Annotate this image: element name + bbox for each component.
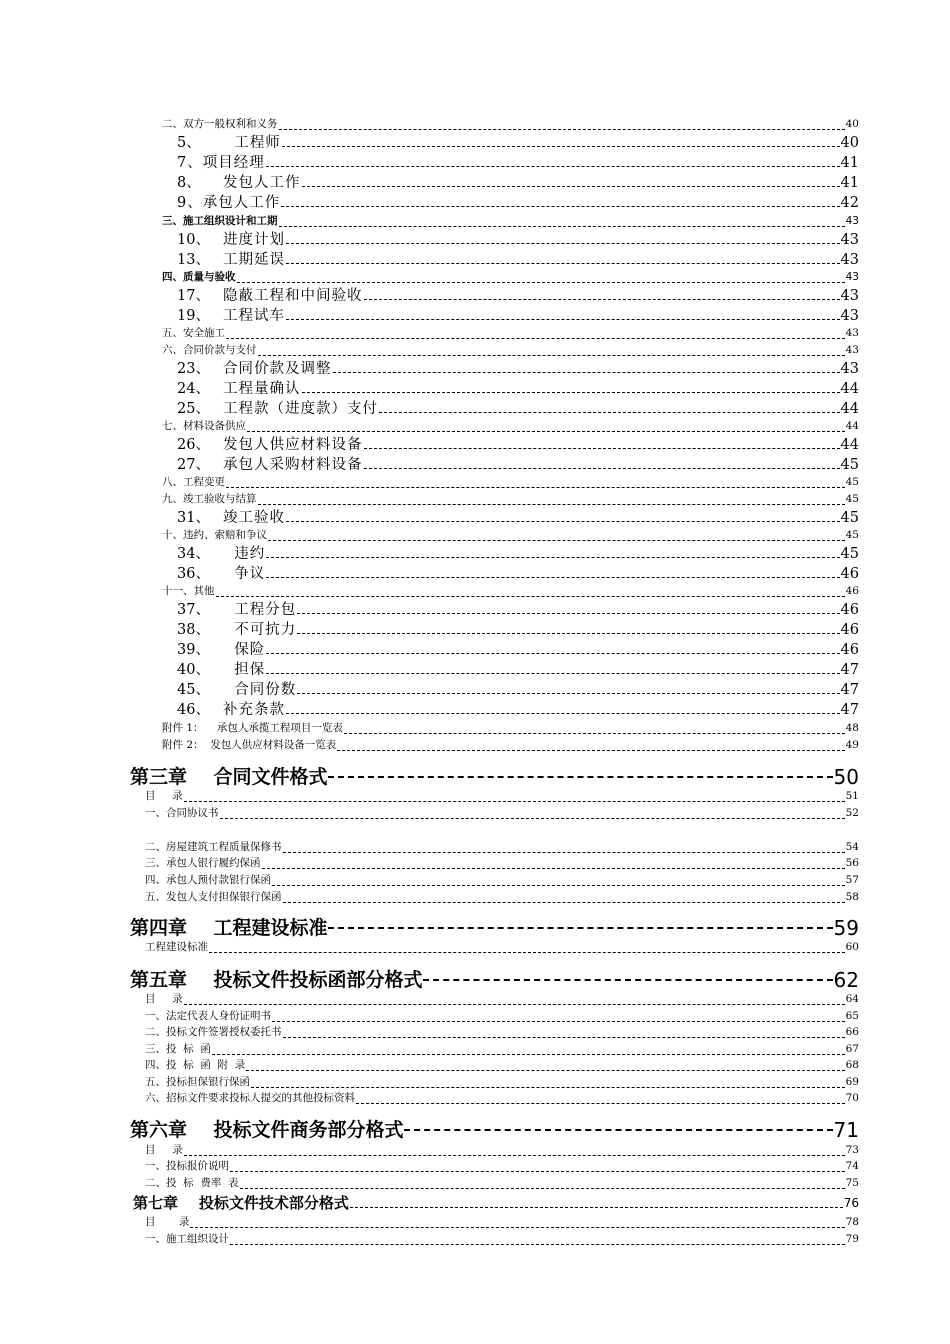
toc-entry-page: 60 <box>845 941 859 953</box>
toc-chapter-title: 第五章 投标文件投标函部分格式 <box>130 969 423 991</box>
toc-entry-title: 隐蔽工程和中间验收 <box>223 288 363 304</box>
toc-entry-title: 一、投标报价说明 <box>145 1160 229 1172</box>
toc-entry-number: 25、 <box>177 401 210 417</box>
toc-entry-page: 40 <box>840 135 859 151</box>
toc-entry-page: 44 <box>840 437 859 453</box>
toc-entry-title: 六、招标文件要求投标人提交的其他投标资料 <box>145 1092 355 1104</box>
toc-entry-page: 48 <box>845 722 859 734</box>
toc-entry-page: 58 <box>845 891 859 903</box>
toc-entry-page: 44 <box>840 401 859 417</box>
toc-leader <box>258 355 845 356</box>
toc-entry-page: 43 <box>840 232 859 248</box>
toc-leader <box>283 1037 845 1038</box>
toc-entry-title: 项目经理 <box>202 155 265 171</box>
toc-entry-title: 三、施工组织设计和工期 <box>162 215 278 227</box>
toc-entry-number: 19、 <box>177 308 210 324</box>
toc-entry-page: 73 <box>845 1144 859 1156</box>
toc-entry[interactable] <box>145 1212 859 1228</box>
toc-entry-page: 45 <box>845 493 859 505</box>
toc-entry-title: 四、承包人预付款银行保函 <box>145 874 271 886</box>
toc-entry[interactable] <box>177 638 859 658</box>
toc-entry[interactable] <box>162 211 859 227</box>
toc-entry-page: 47 <box>840 662 859 678</box>
toc-leader <box>286 243 840 244</box>
toc-entry-page: 54 <box>845 841 859 853</box>
toc-entry-title: 发包人供应材料设备 <box>223 437 363 453</box>
toc-entry-title: 目 录 <box>145 1144 183 1156</box>
toc-chapter-title: 第四章 工程建设标准 <box>130 917 328 939</box>
toc-leader <box>328 776 832 778</box>
toc-leader <box>344 733 845 734</box>
toc-entry-number: 26、 <box>177 437 210 453</box>
toc-entry[interactable] <box>177 542 859 562</box>
toc-entry-page: 46 <box>840 566 859 582</box>
toc-entry[interactable] <box>145 1156 859 1172</box>
toc-entry[interactable] <box>145 1039 859 1055</box>
toc-entry[interactable] <box>145 853 859 869</box>
toc-entry-title: 二、双方一般权利和义务 <box>162 118 278 130</box>
toc-leader <box>266 673 839 674</box>
toc-leader <box>297 693 839 694</box>
toc-entry[interactable] <box>162 735 859 751</box>
toc-entry-number: 31、 <box>177 510 210 526</box>
toc-entry-page: 65 <box>845 1010 859 1022</box>
toc-entry-page: 43 <box>845 215 859 227</box>
toc-entry-page: 40 <box>845 118 859 130</box>
toc-entry[interactable] <box>177 698 859 718</box>
toc-entry-title: 竣工验收 <box>223 510 285 526</box>
toc-entry-page: 51 <box>845 790 859 802</box>
toc-entry-number: 13、 <box>177 252 210 268</box>
toc-entry[interactable] <box>145 1006 859 1022</box>
toc-chapter-page: 76 <box>843 1196 859 1210</box>
toc-entry-title: 工程建设标准 <box>145 941 208 953</box>
toc-chapter-title: 第七章 投标文件技术部分格式 <box>133 1194 349 1212</box>
toc-entry[interactable] <box>177 304 859 324</box>
toc-leader <box>364 448 840 449</box>
toc-entry-number: 9、 <box>177 195 203 211</box>
toc-leader <box>230 1171 845 1172</box>
toc-leader <box>266 577 839 578</box>
toc-entry[interactable] <box>162 323 859 339</box>
toc-entry-page: 68 <box>845 1059 859 1071</box>
toc-entry-title: 工程量确认 <box>223 381 301 397</box>
toc-entry-page: 44 <box>840 381 859 397</box>
toc-entry-title: 附件 1： 承包人承揽工程项目一览表 <box>162 722 343 734</box>
toc-leader <box>337 750 844 751</box>
toc-leader <box>190 1227 844 1228</box>
toc-entry[interactable] <box>145 1173 859 1189</box>
toc-entry-title: 工程师 <box>234 135 281 151</box>
toc-entry-title: 五、投标担保银行保函 <box>145 1076 250 1088</box>
toc-entry-title: 五、安全施工 <box>162 327 225 339</box>
toc-leader <box>297 613 839 614</box>
toc-leader <box>297 633 839 634</box>
toc-entry-number: 38、 <box>177 622 210 638</box>
toc-entry[interactable] <box>145 1088 859 1104</box>
toc-entry[interactable] <box>177 562 859 582</box>
toc-entry[interactable] <box>177 151 859 171</box>
toc-entry-title: 目 录 <box>145 1216 190 1228</box>
toc-entry-title: 附件 2： 发包人供应材料设备一览表 <box>162 739 337 751</box>
toc-entry[interactable] <box>177 506 859 526</box>
toc-entry-title: 合同价款及调整 <box>223 361 332 377</box>
toc-leader <box>350 1207 843 1208</box>
toc-entry-title: 六、合同价款与支付 <box>162 344 257 356</box>
toc-chapter-title: 第六章 投标文件商务部分格式 <box>130 1119 404 1141</box>
toc-entry[interactable] <box>162 267 859 283</box>
toc-entry[interactable] <box>177 453 859 473</box>
toc-leader <box>268 540 845 541</box>
toc-entry[interactable] <box>145 1022 859 1038</box>
toc-entry-page: 46 <box>840 642 859 658</box>
toc-leader <box>247 431 845 432</box>
toc-leader <box>209 952 845 953</box>
toc-entry-number: 37、 <box>177 602 210 618</box>
toc-entry-title: 违约 <box>234 546 266 562</box>
toc-leader <box>240 1188 845 1189</box>
toc-entry-number: 24、 <box>177 381 210 397</box>
toc-entry-page: 45 <box>845 476 859 488</box>
toc-entry[interactable] <box>145 1072 859 1088</box>
toc-entry-page: 67 <box>845 1043 859 1055</box>
toc-entry-page: 43 <box>845 271 859 283</box>
toc-leader <box>379 412 840 413</box>
toc-entry[interactable] <box>145 786 859 802</box>
toc-leader <box>279 129 845 130</box>
toc-leader <box>283 902 845 903</box>
toc-entry-page: 52 <box>845 807 859 819</box>
toc-entry-page: 75 <box>845 1177 859 1189</box>
toc-entry-title: 争议 <box>234 566 266 582</box>
toc-leader <box>286 263 840 264</box>
toc-entry-number: 5、 <box>177 135 201 151</box>
toc-chapter-page: 50 <box>833 765 859 789</box>
toc-chapter-page: 59 <box>833 916 859 940</box>
toc-entry[interactable] <box>162 718 859 734</box>
toc-entry[interactable] <box>177 248 859 268</box>
toc-entry[interactable] <box>162 114 859 130</box>
toc-entry-page: 56 <box>845 857 859 869</box>
toc-entry-page: 79 <box>845 1233 859 1245</box>
toc-entry-title: 工程款（进度款）支付 <box>223 401 378 417</box>
toc-entry-page: 42 <box>840 195 859 211</box>
toc-entry[interactable] <box>177 284 859 304</box>
toc-leader <box>266 653 839 654</box>
toc-chapter[interactable] <box>133 1192 859 1212</box>
toc-leader <box>286 713 840 714</box>
toc-entry[interactable] <box>177 658 859 678</box>
toc-entry-title: 二、房屋建筑工程质量保修书 <box>145 841 282 853</box>
toc-entry-number: 45、 <box>177 682 210 698</box>
toc-leader <box>423 979 832 981</box>
toc-entry-number: 10、 <box>177 232 210 248</box>
toc-entry-page: 47 <box>840 682 859 698</box>
toc-entry[interactable] <box>177 618 859 638</box>
toc-leader <box>272 885 845 886</box>
toc-entry-number: 39、 <box>177 642 210 658</box>
toc-leader <box>216 596 845 597</box>
toc-entry-title: 发包人工作 <box>223 175 301 191</box>
toc-leader <box>266 557 839 558</box>
toc-leader <box>258 504 845 505</box>
toc-entry-page: 43 <box>840 361 859 377</box>
toc-entry-title: 十、违约、索赔和争议 <box>162 529 267 541</box>
toc-entry-page: 46 <box>840 622 859 638</box>
toc-entry-page: 41 <box>840 155 859 171</box>
toc-entry-title: 不可抗力 <box>234 622 297 638</box>
toc-entry-number: 23、 <box>177 361 210 377</box>
toc-entry-page: 43 <box>840 252 859 268</box>
toc-entry-title: 目 录 <box>145 790 183 802</box>
toc-entry-title: 一、施工组织设计 <box>145 1233 229 1245</box>
toc-entry-title: 补充条款 <box>223 702 285 718</box>
toc-entry[interactable] <box>162 489 859 505</box>
toc-entry-number: 17、 <box>177 288 210 304</box>
toc-leader <box>226 487 845 488</box>
toc-entry[interactable] <box>177 678 859 698</box>
toc-entry[interactable] <box>177 228 859 248</box>
toc-entry-page: 43 <box>845 327 859 339</box>
toc-entry-number: 36、 <box>177 566 210 582</box>
toc-entry-page: 45 <box>840 546 859 562</box>
toc-entry-number: 46、 <box>177 702 210 718</box>
toc-entry-page: 49 <box>845 739 859 751</box>
toc-entry[interactable] <box>145 989 859 1005</box>
toc-leader <box>230 1244 845 1245</box>
toc-entry-title: 三、投 标 函 <box>145 1043 211 1055</box>
toc-entry[interactable] <box>177 433 859 453</box>
toc-chapter[interactable] <box>130 762 859 788</box>
toc-chapter[interactable] <box>130 965 859 991</box>
toc-entry[interactable] <box>145 1140 859 1156</box>
toc-entry[interactable] <box>177 357 859 377</box>
toc-entry-number: 27、 <box>177 457 210 473</box>
toc-entry-title: 工程分包 <box>234 602 297 618</box>
toc-leader <box>282 146 840 147</box>
toc-entry[interactable] <box>177 377 859 397</box>
toc-entry[interactable] <box>177 397 859 417</box>
toc-leader <box>364 299 840 300</box>
toc-entry-title: 二、投标文件签署授权委托书 <box>145 1026 282 1038</box>
toc-entry-page: 57 <box>845 874 859 886</box>
toc-entry-number: 40、 <box>177 662 210 678</box>
toc-entry[interactable] <box>162 416 859 432</box>
toc-leader <box>302 186 840 187</box>
toc-entry-title: 担保 <box>234 662 266 678</box>
toc-entry-page: 45 <box>845 529 859 541</box>
toc-leader <box>286 521 840 522</box>
toc-leader <box>220 818 845 819</box>
toc-entry-title: 工程试车 <box>223 308 285 324</box>
toc-entry-title: 承包人工作 <box>202 195 281 211</box>
toc-entry[interactable] <box>145 837 859 853</box>
toc-entry-title: 二、投 标 费率 表 <box>145 1177 239 1189</box>
toc-entry-page: 46 <box>845 585 859 597</box>
toc-leader <box>184 1004 845 1005</box>
toc-entry-page: 43 <box>840 308 859 324</box>
toc-leader <box>226 338 845 339</box>
toc-entry[interactable] <box>145 870 859 886</box>
toc-entry[interactable] <box>145 803 859 819</box>
toc-leader <box>246 1070 844 1071</box>
toc-leader <box>302 392 840 393</box>
toc-entry[interactable] <box>145 1055 859 1071</box>
toc-entry[interactable] <box>177 171 859 191</box>
toc-entry-title: 一、法定代表人身份证明书 <box>145 1010 271 1022</box>
toc-entry[interactable] <box>162 581 859 597</box>
toc-entry-page: 78 <box>845 1216 859 1228</box>
toc-entry-page: 74 <box>845 1160 859 1172</box>
toc-entry-page: 45 <box>840 457 859 473</box>
toc-leader <box>286 319 840 320</box>
toc-entry-page: 70 <box>845 1092 859 1104</box>
toc-entry-page: 69 <box>845 1076 859 1088</box>
toc-entry[interactable] <box>177 131 859 151</box>
toc-entry-page: 66 <box>845 1026 859 1038</box>
toc-entry-title: 工期延误 <box>223 252 285 268</box>
toc-leader <box>328 927 832 929</box>
toc-entry-page: 46 <box>840 602 859 618</box>
toc-leader <box>184 801 845 802</box>
toc-entry-title: 八、工程变更 <box>162 476 225 488</box>
toc-leader <box>404 1129 832 1131</box>
toc-entry-title: 目 录 <box>145 993 183 1005</box>
toc-chapter-page: 62 <box>833 968 859 992</box>
toc-entry-page: 43 <box>845 344 859 356</box>
toc-entry-title: 五、发包人支付担保银行保函 <box>145 891 282 903</box>
toc-entry-page: 41 <box>840 175 859 191</box>
toc-entry-page: 64 <box>845 993 859 1005</box>
toc-entry-number: 8、 <box>177 175 201 191</box>
toc-entry-title: 保险 <box>234 642 266 658</box>
toc-leader <box>356 1103 845 1104</box>
toc-entry[interactable] <box>177 191 859 211</box>
toc-entry[interactable] <box>162 472 859 488</box>
toc-entry-page: 45 <box>840 510 859 526</box>
toc-leader <box>281 206 839 207</box>
toc-chapter-title: 第三章 合同文件格式 <box>130 766 328 788</box>
toc-entry-number: 7、 <box>177 155 203 171</box>
toc-entry-title: 四、投 标 函 附 录 <box>145 1059 246 1071</box>
toc-chapter[interactable] <box>130 913 859 939</box>
toc-entry-title: 承包人采购材料设备 <box>223 457 363 473</box>
toc-entry-title: 合同份数 <box>234 682 297 698</box>
toc-chapter[interactable] <box>130 1115 859 1141</box>
toc-chapter-page: 71 <box>833 1118 859 1142</box>
toc-entry[interactable] <box>162 340 859 356</box>
toc-entry-title: 进度计划 <box>223 232 285 248</box>
toc-entry-title: 一、合同协议书 <box>145 807 219 819</box>
toc-entry-title: 三、承包人银行履约保函 <box>145 857 261 869</box>
toc-leader <box>266 166 840 167</box>
toc-entry-page: 44 <box>845 420 859 432</box>
toc-entry-page: 43 <box>840 288 859 304</box>
toc-entry-title: 九、竣工验收与结算 <box>162 493 257 505</box>
toc-entry-title: 七、材料设备供应 <box>162 420 246 432</box>
toc-leader <box>279 226 845 227</box>
toc-leader <box>333 372 840 373</box>
toc-leader <box>262 868 845 869</box>
toc-entry[interactable] <box>145 887 859 903</box>
toc-leader <box>237 282 845 283</box>
toc-entry[interactable] <box>145 937 859 953</box>
toc-entry[interactable] <box>162 525 859 541</box>
toc-entry-title: 四、质量与验收 <box>162 271 236 283</box>
toc-entry-number: 34、 <box>177 546 210 562</box>
toc-leader <box>364 468 840 469</box>
toc-entry[interactable] <box>145 1229 859 1245</box>
toc-entry-page: 47 <box>840 702 859 718</box>
toc-entry[interactable] <box>177 598 859 618</box>
toc-entry-title: 十一、其他 <box>162 585 215 597</box>
